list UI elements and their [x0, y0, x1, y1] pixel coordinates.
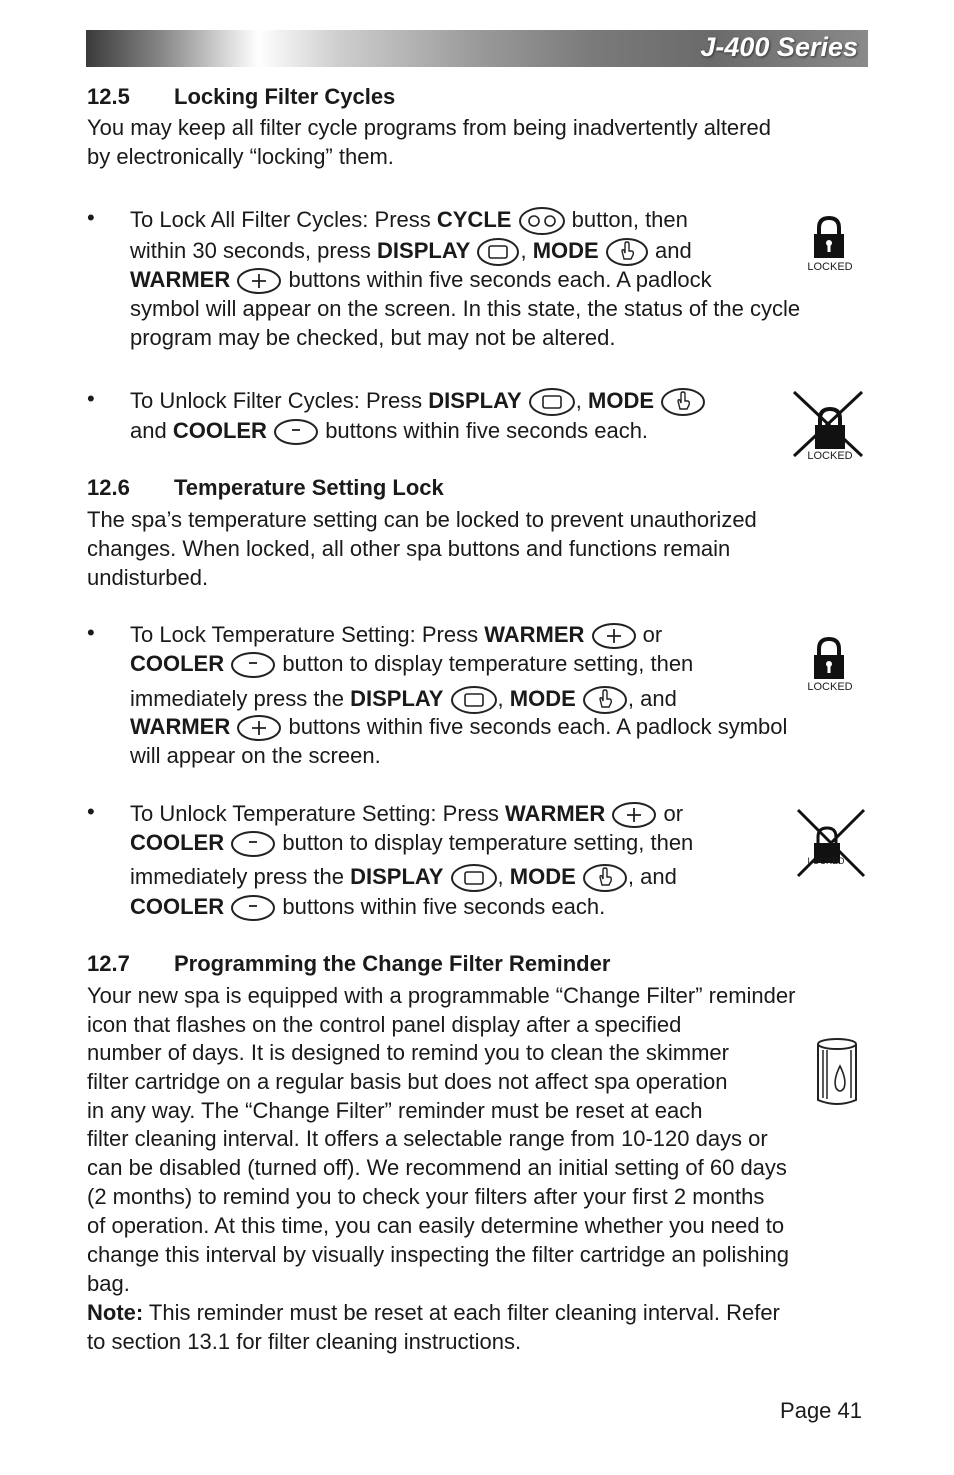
filter-cartridge-icon	[815, 1036, 859, 1108]
button-name: MODE	[509, 686, 576, 711]
bullet: •	[87, 799, 95, 824]
button-name: MODE	[532, 238, 599, 263]
paragraph-line: You may keep all filter cycle programs from being inadvertently altered	[87, 115, 771, 140]
warmer-plus-button-icon	[611, 801, 657, 829]
bullet-line	[130, 386, 706, 417]
display-button-icon	[450, 863, 498, 893]
bullet-line	[130, 799, 683, 829]
text: immediately press the	[130, 686, 351, 711]
text: buttons within five seconds each.	[276, 894, 606, 919]
display-button-icon	[476, 237, 520, 267]
bullet-line	[130, 828, 693, 858]
bullet-line	[130, 862, 677, 893]
note-label: Note:	[87, 1300, 144, 1325]
paragraph-line: Your new spa is equipped with a programmable “Change Filter” reminder	[87, 983, 796, 1008]
section-title: Locking Filter Cycles	[174, 84, 396, 109]
text: buttons within five seconds each. A padlock	[282, 267, 712, 292]
warmer-plus-button-icon	[236, 267, 282, 295]
display-button-icon	[528, 387, 576, 417]
paragraph-line: can be disabled (turned off). We recommend an initial setting of 60 days	[87, 1155, 787, 1180]
section-title: Programming the Change Filter Reminder	[174, 951, 611, 976]
page-number: Page 41	[780, 1398, 862, 1423]
text: To Unlock Temperature Setting: Press	[130, 801, 505, 826]
paragraph-line: icon that flashes on the control panel display after a specified	[87, 1012, 682, 1037]
text: This reminder must be reset at each filter cleaning interval. Refer	[143, 1300, 780, 1325]
button-name: DISPLAY	[350, 864, 444, 889]
text: ,	[497, 864, 504, 889]
mode-button-icon	[582, 685, 628, 715]
button-name: COOLER	[130, 830, 225, 855]
section-number: 12.6	[87, 475, 130, 500]
paragraph-line: changes. When locked, all other spa buttons and functions remain	[87, 536, 731, 561]
text: To Lock All Filter Cycles: Press	[130, 207, 437, 232]
bullet-line	[130, 712, 787, 742]
locked-label: LOCKED	[807, 681, 853, 693]
text: and	[130, 418, 173, 443]
bullet: •	[87, 386, 95, 411]
section-number: 12.7	[87, 951, 130, 976]
bullet-line	[130, 265, 712, 295]
paragraph-line: by electronically “locking” them.	[87, 144, 394, 169]
mode-button-icon	[660, 387, 706, 417]
section-number: 12.5	[87, 84, 130, 109]
cooler-minus-button-icon	[230, 651, 276, 679]
paragraph-line: filter cartridge on a regular basis but does not affect spa operation	[87, 1069, 728, 1094]
text: or	[657, 801, 684, 826]
note-line: to section 13.1 for filter cleaning instructions.	[87, 1329, 522, 1354]
button-name: WARMER	[484, 622, 585, 647]
button-name: DISPLAY	[428, 388, 522, 413]
paragraph-line: change this interval by visually inspecting the filter cartridge an polishing	[87, 1242, 789, 1267]
button-name: DISPLAY	[350, 686, 444, 711]
paragraph-line: (2 months) to remind you to check your filters after your first 2 months	[87, 1184, 765, 1209]
text: ,	[497, 686, 504, 711]
text: buttons within five seconds each. A padlock symbol	[282, 714, 788, 739]
button-name: DISPLAY	[377, 238, 471, 263]
text: and	[654, 238, 692, 263]
locked-label: LOCKED	[807, 261, 853, 273]
locked-label: LOCKED	[807, 856, 845, 866]
paragraph-line: bag.	[87, 1271, 130, 1296]
locked-label: LOCKED	[807, 450, 853, 462]
button-name: WARMER	[505, 801, 606, 826]
bullet-line	[130, 684, 677, 715]
paragraph-line: in any way. The “Change Filter” reminder must be reset at each	[87, 1098, 703, 1123]
text: ,	[520, 238, 527, 263]
bullet: •	[87, 205, 95, 230]
bullet-line	[130, 892, 605, 922]
warmer-plus-button-icon	[236, 714, 282, 742]
paragraph-line: filter cleaning interval. It offers a selectable range from 10-120 days or	[87, 1126, 768, 1151]
text: immediately press the	[130, 864, 351, 889]
padlock-icon	[810, 215, 848, 259]
section-title: Temperature Setting Lock	[174, 475, 444, 500]
bullet-line	[130, 205, 688, 236]
button-name: COOLER	[130, 651, 225, 676]
button-name: WARMER	[130, 714, 231, 739]
button-name: CYCLE	[436, 207, 512, 232]
cycle-button-icon	[518, 206, 566, 236]
bullet-line	[130, 416, 648, 446]
header-bar	[86, 30, 868, 67]
bullet: •	[87, 620, 95, 645]
button-name: COOLER	[130, 894, 225, 919]
padlock-icon	[810, 636, 848, 680]
bullet-line: will appear on the screen.	[130, 743, 381, 768]
text: or	[636, 622, 663, 647]
paragraph-line: of operation. At this time, you can easily determine whether you need to	[87, 1213, 785, 1238]
text: , and	[627, 686, 677, 711]
bullet-line	[130, 620, 662, 650]
text: button, then	[565, 207, 688, 232]
button-name: MODE	[509, 864, 576, 889]
bullet-line	[130, 236, 692, 267]
paragraph-line: The spa’s temperature setting can be locked to prevent unauthorized	[87, 507, 757, 532]
text: , and	[627, 864, 677, 889]
button-name: WARMER	[130, 267, 231, 292]
text: within 30 seconds, press	[130, 238, 378, 263]
mode-button-icon	[605, 237, 649, 267]
text: buttons within five seconds each.	[319, 418, 649, 443]
text: To Unlock Filter Cycles: Press	[130, 388, 429, 413]
mode-button-icon	[582, 863, 628, 893]
cooler-minus-button-icon	[230, 830, 276, 858]
cooler-minus-button-icon	[273, 418, 319, 446]
cooler-minus-button-icon	[230, 894, 276, 922]
bullet-line: program may be checked, but may not be altered.	[130, 325, 616, 350]
text: button to display temperature setting, then	[276, 651, 694, 676]
text: To Lock Temperature Setting: Press	[130, 622, 485, 647]
button-name: MODE	[588, 388, 654, 413]
paragraph-line: number of days. It is designed to remind you to clean the skimmer	[87, 1040, 729, 1065]
bullet-line: symbol will appear on the screen. In this state, the status of the cycle	[130, 296, 801, 321]
display-button-icon	[450, 685, 498, 715]
series-title: J-400 Series	[700, 32, 858, 62]
paragraph-line: undisturbed.	[87, 565, 209, 590]
bullet-line	[130, 649, 693, 679]
warmer-plus-button-icon	[591, 622, 637, 650]
text: ,	[575, 388, 582, 413]
button-name: COOLER	[172, 418, 267, 443]
text: button to display temperature setting, then	[276, 830, 694, 855]
note-line	[87, 1298, 780, 1327]
unlocked-crossed-padlock-icon	[794, 806, 868, 880]
